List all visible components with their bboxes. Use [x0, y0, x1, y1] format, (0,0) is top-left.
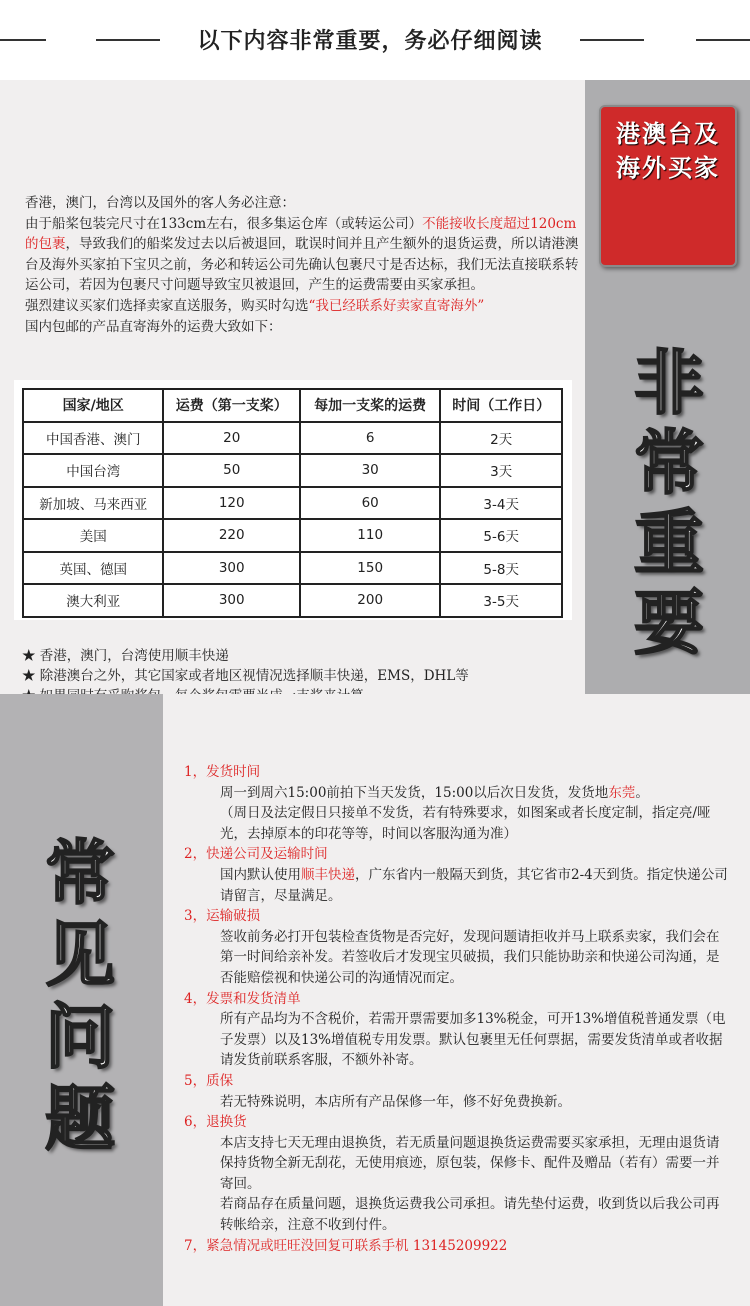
faq-paragraph: 若商品存在质量问题，退换货运费我公司承担。请先垫付运费，收到货以后我公司再转帐给亲，注意不收到付件。 — [220, 1196, 720, 1234]
table-row — [23, 422, 562, 455]
table-row — [23, 584, 562, 617]
notice-highlight: “我已经联系好卖家直寄海外” — [308, 297, 485, 314]
notice-highlight: 不能接收长度超过120cm的包裹 — [25, 215, 577, 253]
divider-line — [0, 39, 46, 41]
faq-char: 问 — [45, 995, 115, 1078]
faq-heading-courier: 2，快递公司及运输时间 — [184, 846, 328, 863]
table-cell: 30 — [300, 454, 440, 487]
important-char: 常 — [634, 421, 704, 504]
header-bar — [0, 0, 750, 80]
notice-recommendation — [25, 296, 580, 337]
faq-char: 见 — [45, 913, 115, 996]
notice-text: 强烈建议买家们选择卖家直送服务，购买时勾选 — [25, 297, 309, 314]
table-row — [23, 552, 562, 585]
table-cell: 150 — [300, 552, 440, 585]
table-cell: 6 — [300, 422, 440, 455]
faq-heading-damage: 3，运输破损 — [184, 908, 261, 925]
notice-intro: 香港，澳门，台湾以及国外的客人务必注意： — [25, 195, 295, 211]
table-row — [23, 454, 562, 487]
table-cell: 60 — [300, 487, 440, 520]
table-row — [23, 519, 562, 552]
table-cell: 5-8天 — [440, 552, 562, 585]
faq-paragraph — [184, 865, 729, 906]
important-char: 非 — [634, 341, 704, 424]
table-cell: 英国、德国 — [23, 552, 163, 585]
faq-text: 国内默认使用 — [220, 866, 301, 883]
faq-heading-returns: 6，退换货 — [184, 1114, 247, 1131]
notice-packaging — [25, 214, 580, 296]
faq-heading-shipping-time: 1，发货时间 — [184, 764, 261, 780]
shipping-fee-table — [22, 388, 563, 618]
faq-char: 常 — [45, 831, 115, 914]
faq-heading-invoice: 4，发票和发货清单 — [184, 990, 301, 1007]
faq-paragraph: 若无特殊说明，本店所有产品保修一年，修不好免费换新。 — [220, 1093, 571, 1110]
table-cell: 20 — [163, 422, 299, 455]
important-char: 重 — [634, 501, 704, 584]
badge-line-2: 海外买家 — [616, 154, 720, 182]
list-item: ★ 香港，澳门，台湾使用顺丰快递 — [22, 648, 229, 664]
table-cell: 美国 — [23, 519, 163, 552]
notice-text: ，导致我们的船桨发过去以后被退回，耽误时间并且产生额外的退货运费，所以请港澳台及海外买家拍下宝贝之前，务必和转运公司先确认包裹尺寸是否达标，我们无法直接联系转运公司，若因为包裹尺寸问题导致宝贝被退回，产生的运费需要由买家承担。 — [25, 236, 579, 294]
faq-text: 周一到周六15:00前拍下当天发货，15:00以后次日发货，发货地 — [220, 784, 609, 801]
faq-paragraph — [184, 783, 729, 804]
overseas-notice — [25, 193, 580, 337]
faq-section — [0, 694, 750, 1306]
column-header: 每加一支桨的运费 — [300, 389, 440, 422]
table-cell: 2天 — [440, 422, 562, 455]
faq-paragraph: 所有产品均为不含税价，若需开票需要加多13%税金，可开13%增值税普通发票（电子发票）以及13%增值税专用发票。默认包裹里无任何票据，需要发货清单或者收据请发货前联系客服，不额外补寄。 — [220, 1011, 726, 1069]
faq-paragraph: （周日及法定假日只接单不发货，若有特殊要求，如图案或者长度定制，指定亮/哑光，去掉原本的印花等等，时间以客服沟通为准） — [220, 805, 711, 842]
table-header-row — [23, 389, 562, 422]
faq-char: 题 — [45, 1077, 115, 1160]
table-cell: 300 — [163, 552, 299, 585]
table-cell: 中国台湾 — [23, 454, 163, 487]
divider-line — [96, 39, 160, 41]
list-item: ★ 除港澳台之外，其它国家或者地区视情况选择顺丰快递，EMS，DHL等 — [22, 668, 469, 684]
faq-content — [184, 762, 729, 1256]
table-cell: 新加坡、马来西亚 — [23, 487, 163, 520]
divider-line — [696, 39, 750, 41]
fee-table-card — [14, 380, 572, 620]
badge-line-1: 港澳台及 — [616, 120, 720, 148]
important-char: 要 — [634, 581, 704, 664]
table-cell: 中国香港、澳门 — [23, 422, 163, 455]
table-cell: 300 — [163, 584, 299, 617]
table-cell: 50 — [163, 454, 299, 487]
table-cell: 3-4天 — [440, 487, 562, 520]
page-title: 以下内容非常重要，务必仔细阅读 — [197, 29, 543, 54]
divider-line — [580, 39, 644, 41]
table-cell: 3天 — [440, 454, 562, 487]
overseas-shipping-section — [0, 80, 750, 694]
notice-text: 国内包邮的产品直寄海外的运费大致如下： — [25, 318, 282, 335]
table-cell: 澳大利亚 — [23, 584, 163, 617]
table-cell: 120 — [163, 487, 299, 520]
column-header: 时间（工作日） — [440, 389, 562, 422]
table-row — [23, 487, 562, 520]
notice-text: 由于船桨包装完尺寸在133cm左右，很多集运仓库（或转运公司） — [25, 215, 423, 232]
faq-highlight: 顺丰快递 — [301, 866, 355, 883]
faq-text: ，广东省内一般隔天到货，其它省市2-4天到货。指定快递公司请留言，尽量满足。 — [220, 866, 728, 904]
table-cell: 3-5天 — [440, 584, 562, 617]
faq-paragraph: 本店支持七天无理由退换货，若无质量问题退换货运费需要买家承担，无理由退货请保持货物全新无刮花，无使用痕迹，原包装，保修卡、配件及赠品（若有）需要一并寄回。 — [220, 1134, 720, 1192]
faq-contact-phone: 7，紧急情况或旺旺没回复可联系手机 13145209922 — [184, 1237, 508, 1254]
table-cell: 110 — [300, 519, 440, 552]
table-cell: 220 — [163, 519, 299, 552]
faq-paragraph: 签收前务必打开包装检查货物是否完好，发现问题请拒收并马上联系卖家，我们会在第一时间给亲补发。若签收后才发现宝贝破损，我们只能协助亲和快递公司沟通，是否能赔偿视和快递公司的沟通情况而定。 — [220, 928, 720, 986]
column-header: 运费（第一支桨） — [163, 389, 299, 422]
table-cell: 200 — [300, 584, 440, 617]
faq-highlight: 东莞 — [608, 784, 636, 801]
table-cell: 5-6天 — [440, 519, 562, 552]
faq-heading-warranty: 5，质保 — [184, 1072, 234, 1089]
overseas-buyers-badge — [599, 105, 737, 267]
column-header: 国家/地区 — [23, 389, 163, 422]
faq-text: 。 — [635, 784, 649, 801]
